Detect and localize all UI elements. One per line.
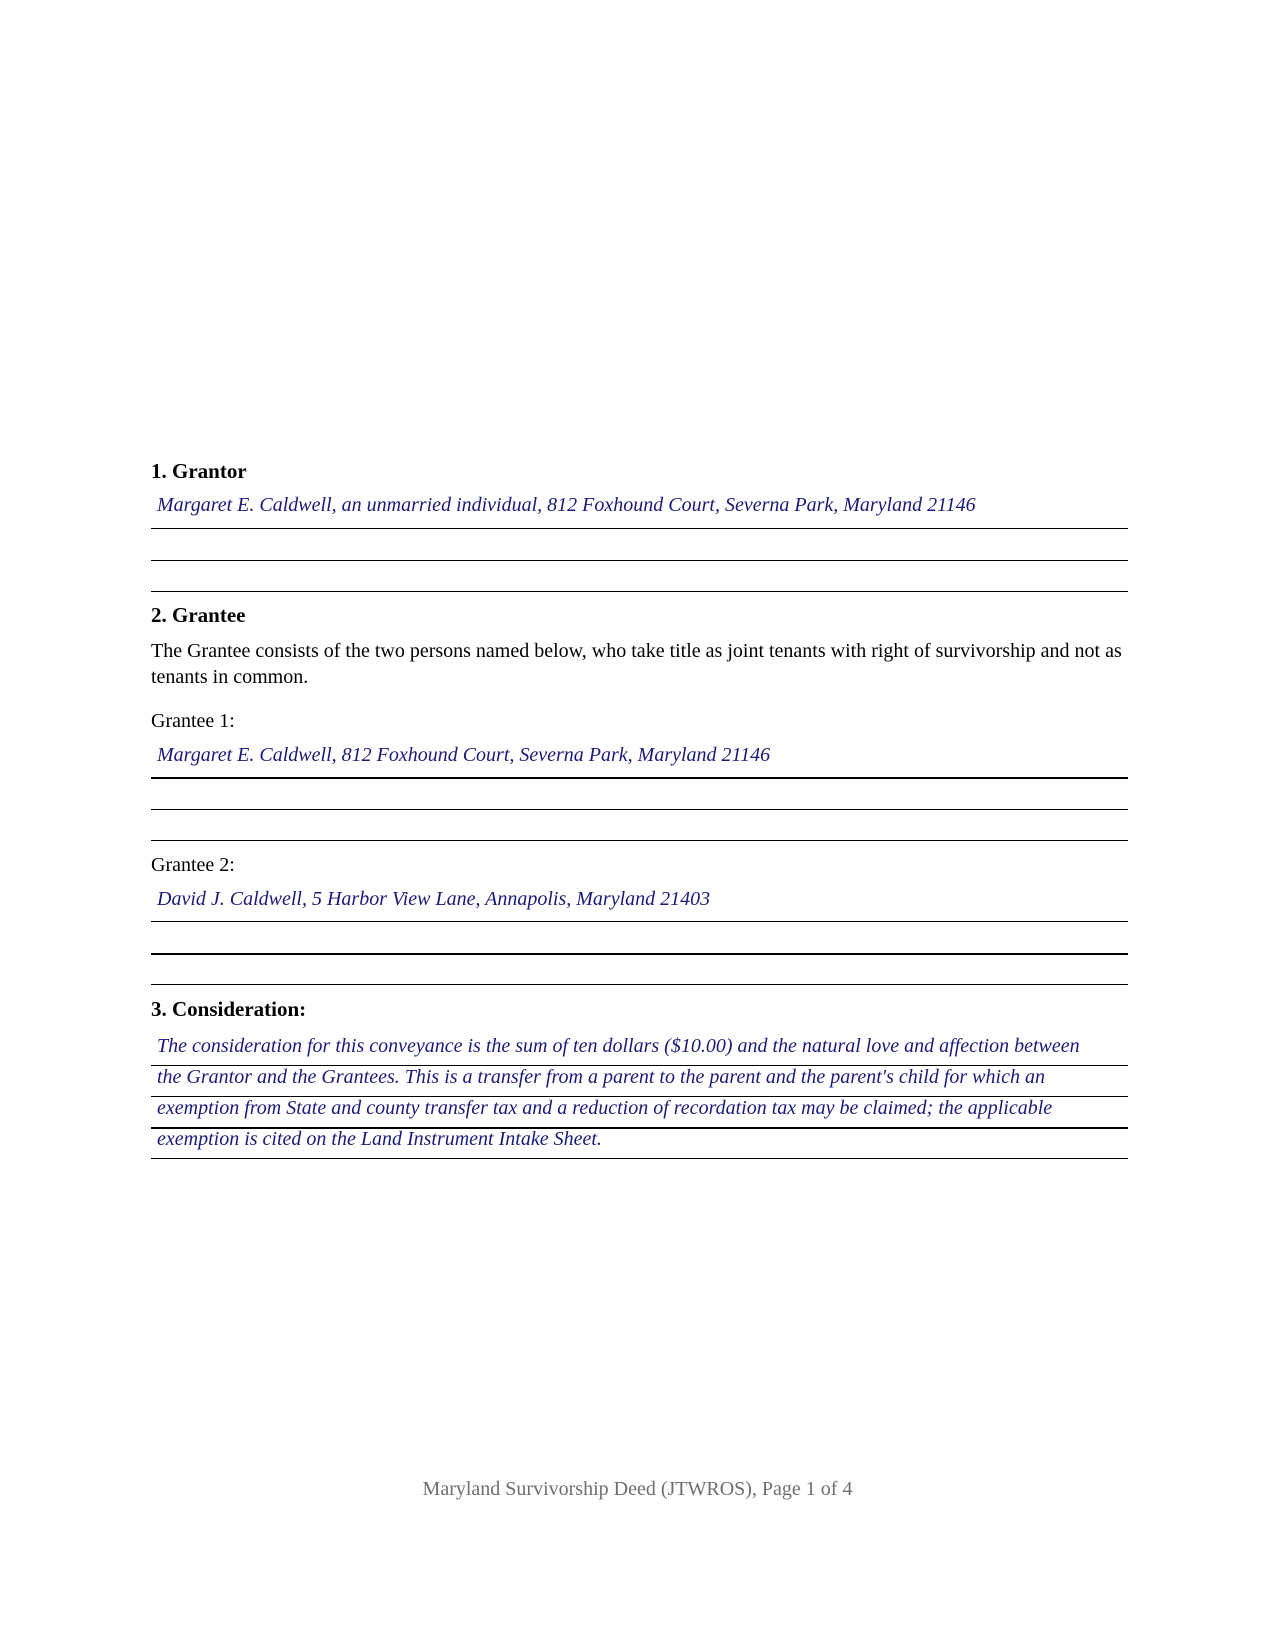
grantee1-label: Grantee 1:: [151, 710, 235, 732]
grantor-line-1: [151, 528, 1128, 529]
page-footer: Maryland Survivorship Deed (JTWROS), Page 1 of 4: [422, 1478, 853, 1500]
grantee2-line-1: [151, 921, 1128, 922]
consideration-line-text-4: exemption is cited on the Land Instrument Intake Sheet.: [157, 1128, 602, 1150]
grantee2-value: David J. Caldwell, 5 Harbor View Lane, Annapolis, Maryland 21403: [157, 888, 711, 910]
consideration-line-text-2: the Grantor and the Grantees. This is a transfer from a parent to the parent and the parent's child for which an: [157, 1066, 1045, 1088]
grantee1-value: Margaret E. Caldwell, 812 Foxhound Court, Severna Park, Maryland 21146: [157, 744, 771, 766]
grantor-value: Margaret E. Caldwell, an unmarried individual, 812 Foxhound Court, Severna Park, Maryland 21146: [157, 494, 976, 516]
grantee-heading: 2. Grantee: [151, 603, 246, 627]
grantee1-line-3: [151, 840, 1128, 841]
grantee2-label: Grantee 2:: [151, 854, 235, 876]
grantee2-line-2: [151, 953, 1128, 955]
grantee2-line-3: [151, 984, 1128, 985]
consideration-rule-4: [151, 1158, 1128, 1159]
grantee1-line-1: [151, 777, 1128, 779]
grantee-intro: The Grantee consists of the two persons named below, who take title as joint tenants with right of survivorship and not as tenants in common.: [151, 640, 1122, 688]
grantor-heading: 1. Grantor: [151, 459, 247, 483]
consideration-line-text-3: exemption from State and county transfer tax and a reduction of recordation tax may be claimed; the applicable: [157, 1097, 1053, 1119]
consideration-line-text-1: The consideration for this conveyance is the sum of ten dollars ($10.00) and the natural love and affection between: [157, 1035, 1080, 1057]
consideration-heading: 3. Consideration:: [151, 997, 307, 1021]
grantor-line-3: [151, 591, 1128, 592]
deed-page: [151, 0, 1128, 1650]
grantee1-line-2: [151, 809, 1128, 810]
grantor-line-2: [151, 560, 1128, 561]
